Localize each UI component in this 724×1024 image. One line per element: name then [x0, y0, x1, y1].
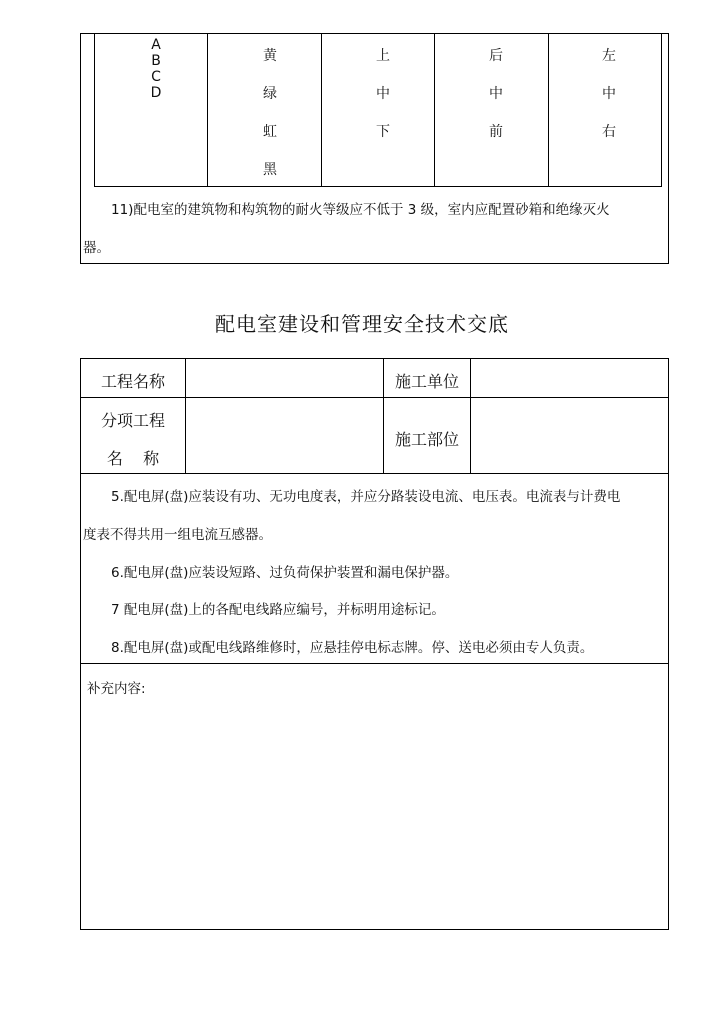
letter-d: D [150, 85, 162, 101]
col5-mid: 中 [602, 86, 616, 102]
project-name-label: 工程名称 [100, 372, 165, 391]
supplement-value[interactable] [87, 700, 662, 920]
clause-8: 8.配电屏(盘)或配电线路维修时，应悬挂停电标志牌。停、送电必须由专人负责。 [111, 640, 594, 656]
form-row-divider-1 [80, 397, 669, 398]
construction-unit-label: 施工单位 [394, 372, 459, 391]
page-title: 配电室建设和管理安全技术交底 [215, 312, 509, 336]
color-green: 绿 [263, 86, 277, 102]
col3-bottom: 下 [376, 124, 390, 140]
color-table-divider-3 [434, 33, 435, 187]
color-black: 黑 [263, 162, 277, 178]
letter-b: B [151, 53, 161, 69]
col4-top: 后 [489, 48, 503, 64]
construction-part-label: 施工部位 [394, 430, 459, 449]
form-col-divider-1 [185, 358, 186, 473]
sub-project-label-line-2: 名 称 [106, 449, 160, 468]
clause-7: 7 配电屏(盘)上的各配电线路应编号，并标明用途标记。 [111, 602, 445, 618]
color-table-divider-1 [207, 33, 208, 187]
color-yellow: 黄 [263, 48, 277, 64]
col4-mid: 中 [489, 86, 503, 102]
item-11-line-1: 11)配电室的建筑物和构筑物的耐火等级应不低于 3 级，室内应配置砂箱和绝缘灭火 [111, 202, 610, 218]
color-table-divider-2 [321, 33, 322, 187]
col5-bottom: 右 [602, 124, 616, 140]
clause-5-line-2: 度表不得共用一组电流互感器。 [83, 527, 272, 543]
color-rainbow: 虹 [263, 124, 277, 140]
col3-mid: 中 [376, 86, 390, 102]
letter-c: C [151, 69, 161, 85]
sub-project-label-line-1: 分项工程 [100, 411, 165, 430]
col3-top: 上 [376, 48, 390, 64]
col4-bottom: 前 [489, 124, 503, 140]
col5-top: 左 [602, 48, 616, 64]
form-col-divider-3 [470, 358, 471, 473]
form-row-divider-2 [80, 473, 669, 474]
letter-a: A [151, 37, 161, 53]
color-table-divider-4 [548, 33, 549, 187]
form-row-divider-3 [80, 663, 669, 664]
phase-letters [146, 37, 166, 101]
supplement-label: 补充内容: [87, 681, 146, 697]
item-11-line-2: 器。 [83, 240, 110, 256]
clause-6: 6.配电屏(盘)应装设短路、过负荷保护装置和漏电保护器。 [111, 565, 459, 581]
clause-5-line-1: 5.配电屏(盘)应装设有功、无功电度表，并应分路装设电流、电压表。电流表与计费电 [111, 489, 621, 505]
